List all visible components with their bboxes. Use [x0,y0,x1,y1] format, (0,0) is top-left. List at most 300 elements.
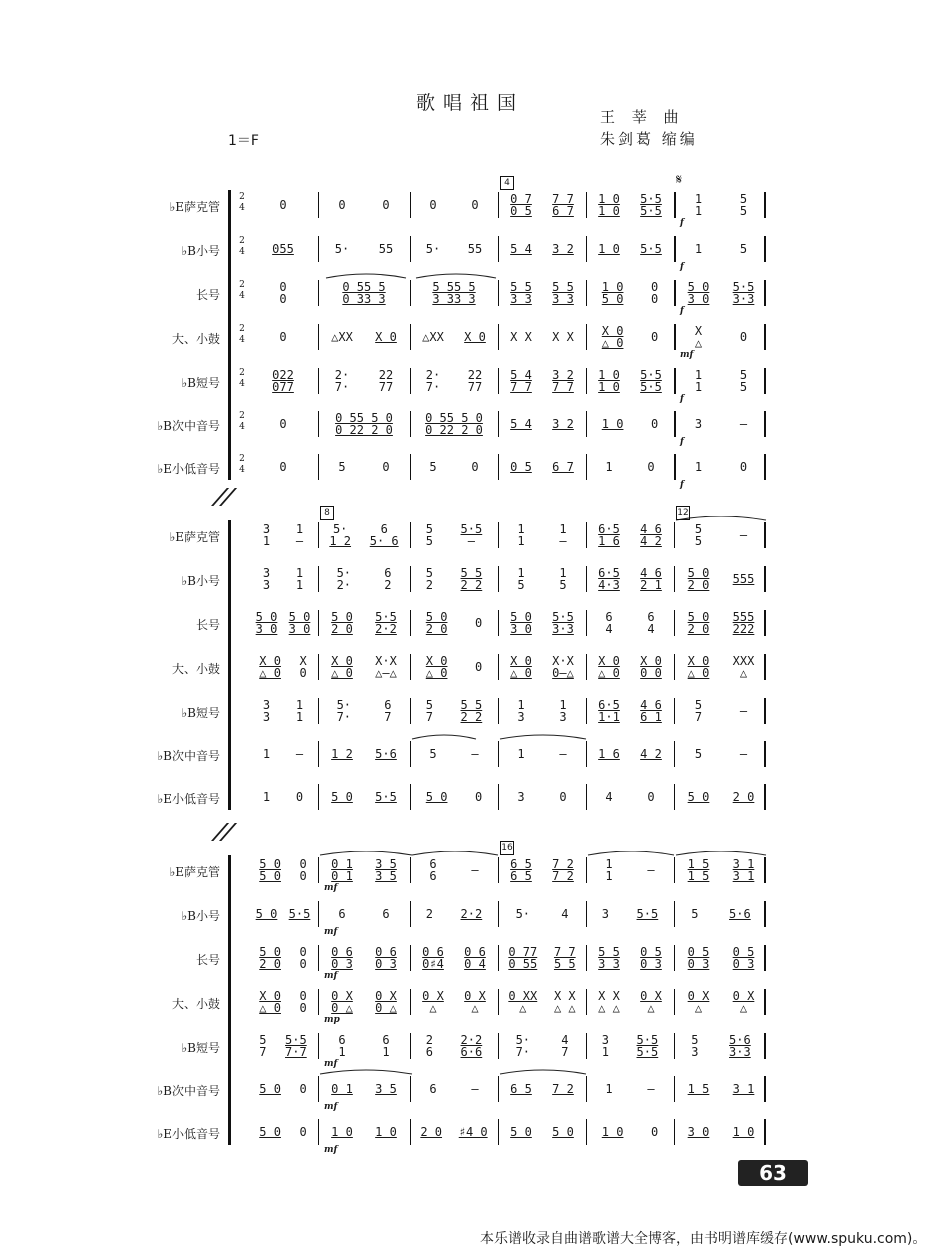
note-group: 0 6 0 3 [331,945,353,971]
note-group: 7 2 7 2 [552,857,574,883]
note-group: 7 2 [552,1082,574,1096]
note-group: 0 55 5 0 33 3 [342,280,386,306]
note-group: 5 0 2 0 [687,610,710,636]
note-group: 5· [425,242,441,256]
note-group: 0 X △ [640,989,662,1015]
dynamic-marking: f [680,480,684,490]
note-group: 1 1 [295,566,304,592]
note-group: – [739,704,748,718]
slur [676,851,766,855]
note-group: X 0 [299,654,307,680]
note-group: 1 [605,460,613,474]
note-group: 0 5 0 3 [732,945,755,971]
note-group: 3 1 [601,1033,609,1059]
note-group: 5 5 [739,368,748,394]
note-group: 6 5· 6 [369,522,399,548]
note-group: 1 1 [694,192,703,218]
note-group: 3 2 7 7 [552,368,574,394]
note-group: 5 5 3 3 [552,280,574,306]
note-group: 3 [694,417,703,431]
segno-sign: 𝄋 [676,172,683,188]
rehearsal-mark: 8 [320,506,334,520]
slur [412,735,476,739]
note-group: 0 [295,790,304,804]
note-group: 0 0 [299,989,307,1015]
slur [588,851,674,855]
note-group: 0 0 [279,280,287,306]
note-group: 5·6 [375,747,397,761]
instrument-label: 长号 [195,953,220,967]
note-group: 0 [647,460,655,474]
note-group: 6 6 [429,857,437,883]
note-group: – [471,1082,479,1096]
instrument-label: ♭B小号 [181,909,220,923]
note-group: – [471,747,479,761]
note-group: 5 0 [259,1082,281,1096]
note-group: 5 [429,460,437,474]
note-group: 0 0 [299,945,307,971]
instrument-label: 大、小鼓 [171,662,220,676]
note-group: 0 [299,1125,307,1139]
note-group: 2 6 [425,1033,433,1059]
slur-marks [236,516,796,818]
note-group: 4 2 [640,747,662,761]
note-group: 0 55 5 0 0 22 2 0 [425,411,483,437]
note-group: 0 [739,330,748,344]
note-group: 6 5 [510,1082,532,1096]
note-group: 1 [517,747,525,761]
note-group: 1 1 [295,698,304,724]
note-group: 0 X △ [732,989,755,1015]
note-group: 4 7 [561,1033,569,1059]
time-signature: 2 4 [239,324,245,345]
note-group: 5 7 [259,1033,267,1059]
time-signature: 2 4 [239,368,245,389]
slur-marks [236,186,796,488]
slur [500,735,586,739]
dynamic-marking: f [680,437,684,447]
note-group: 5·5 3·3 [732,280,755,306]
note-group: 55 [467,242,483,256]
note-group: 555 [732,572,755,586]
note-group: 3 3 [262,698,271,724]
note-group: 5·5 [288,907,311,921]
note-group: 0 [650,1125,659,1139]
note-group: 1 1 [517,522,525,548]
instrument-label: ♭E萨克管 [169,200,220,214]
key-signature: 1＝F [228,133,259,149]
system-break-mark: // [211,819,237,845]
note-group: 6·5 4·3 [598,566,620,592]
note-group: 055 [272,242,294,256]
note-group: 5·5 [375,790,397,804]
note-group: 1 [262,747,271,761]
note-group: 6 1 [338,1033,346,1059]
note-group: 5 0 3 0 [255,610,278,636]
note-group: 5 [691,907,699,921]
rehearsal-mark: 16 [501,843,513,853]
note-group: 1 5 [687,1082,710,1096]
instrument-label: ♭B短号 [181,376,220,390]
note-group: 0 7 0 5 [510,192,532,218]
note-group: ♯4 0 [458,1125,488,1139]
note-group: 5 4 [510,242,532,256]
instrument-label: ♭E萨克管 [169,530,220,544]
note-group: X X △ △ [553,989,576,1015]
note-group: 22 77 [467,368,483,394]
note-group: 1 3 [559,698,567,724]
note-group: 1 0 [601,417,624,431]
note-group: 0 [650,417,659,431]
note-group: 0 6 0♯4 [422,945,444,971]
note-group: 5· 7· [515,1033,531,1059]
slur-marks [236,851,796,1153]
note-group: 5 5 [739,192,748,218]
note-group: X X [510,330,532,344]
note-group: 0 [739,460,748,474]
note-group: 1 1 [694,368,703,394]
note-group: 1 0 [331,1125,353,1139]
note-group: 5· [515,907,531,921]
note-group: 0 [650,330,659,344]
note-group: △XX [422,330,444,344]
composer-credit: 王 莘 曲 [600,108,685,126]
note-group: 5 4 7 7 [510,368,532,394]
note-group: 5· 2· [336,566,352,592]
note-group: 5· [334,242,350,256]
note-group: 5 0 [552,1125,574,1139]
note-group: X 0 △ 0 [510,654,532,680]
note-group: 0 [299,1082,307,1096]
note-group: 0 [559,790,567,804]
instrument-label: ♭B小号 [181,244,220,258]
rehearsal-mark: 12 [677,508,689,518]
note-group: △XX [331,330,353,344]
note-group: 5·6 3·3 [729,1033,751,1059]
note-group: – [739,528,748,542]
note-group: 5·6 [729,907,751,921]
note-group: 6·5 1 6 [598,522,620,548]
note-group: 7 7 5 5 [553,945,576,971]
note-group: 5·5 [636,907,659,921]
note-group: 5·5 – [460,522,483,548]
note-group: 5 5 2 2 [460,566,483,592]
note-group: 4 6 4 2 [640,522,662,548]
note-group: 0 6 0 3 [375,945,397,971]
note-group: 1 0 [732,1125,755,1139]
note-group: 6 2 [384,566,392,592]
note-group: 3 1 [732,1082,755,1096]
dynamic-marking: mf [324,1145,338,1155]
note-group: X 0 △ 0 [601,324,624,350]
note-group: X 0 0 0 [640,654,662,680]
instrument-label: ♭E小低音号 [157,1127,220,1141]
slur [320,851,412,855]
note-group: 5 0 2 0 [259,945,281,971]
instrument-label: 长号 [195,288,220,302]
note-group: 1 6 [598,747,620,761]
time-signature: 2 4 [239,236,245,257]
note-group: 0 55 5 0 0 22 2 0 [335,411,393,437]
note-group: 2 0 [420,1125,443,1139]
note-group: 0 6 0 4 [464,945,486,971]
note-group: 2 [425,907,433,921]
note-group: 5 0 3 0 [687,280,710,306]
note-group: 3 0 [687,1125,710,1139]
note-group: X △ [694,324,703,350]
note-group: 1 5 [559,566,567,592]
note-group: 1 5 [517,566,525,592]
note-group: 5 [739,242,748,256]
note-group: 4 6 6 1 [640,698,662,724]
note-group: 0 [471,198,479,212]
instrument-label: ♭B小号 [181,574,220,588]
system-break-mark: // [211,484,237,510]
instrument-label: 大、小鼓 [171,997,220,1011]
note-group: 5 0 [259,1125,281,1139]
note-group: 0 1 0 1 [331,857,353,883]
note-group: X 0 △ 0 [259,989,281,1015]
note-group: 5 7 [694,698,703,724]
note-group: 5 0 [331,790,353,804]
note-group: 022 077 [272,368,294,394]
instrument-label: ♭E小低音号 [157,792,220,806]
note-group: 5·5 5·5 [640,368,662,394]
page-number: 63 [738,1160,808,1186]
note-group: 5 [429,747,437,761]
note-group: 5 2 [425,566,433,592]
instrument-label: ♭E萨克管 [169,865,220,879]
note-group: 3 1 3 1 [732,857,755,883]
dynamic-marking: f [680,394,684,404]
note-group: 0 0 [299,857,307,883]
note-group: 5 0 [510,1125,532,1139]
note-group: 5·5 2·2 [375,610,397,636]
note-group: 0 [471,460,479,474]
note-group: 4 6 2 1 [640,566,662,592]
note-group: 5·5 3·3 [552,610,574,636]
note-group: 3 2 [552,242,574,256]
note-group: 1 [694,460,703,474]
note-group: – [739,417,748,431]
note-group: X 0 [464,330,486,344]
dynamic-marking: mf [680,350,694,360]
note-group: X·X △–△ [375,654,397,680]
instrument-label: ♭B短号 [181,706,220,720]
dynamic-marking: mf [324,883,338,893]
note-group: 0 [382,198,390,212]
note-group: 5 3 [691,1033,699,1059]
note-group: 4 [561,907,569,921]
note-group: 3 [517,790,525,804]
time-signature: 2 4 [239,280,245,301]
note-group: X 0 △ 0 [425,654,448,680]
instrument-label: ♭E小低音号 [157,462,220,476]
note-group: 1 0 1 0 [598,192,620,218]
note-group: 0 [474,616,483,630]
time-signature: 2 4 [239,192,245,213]
note-group: 0 X △ [422,989,444,1015]
note-group: 0 5 [510,460,532,474]
note-group: 0 X 0 △ [331,989,353,1015]
note-group: 1 – [559,522,567,548]
note-group: 0 [279,330,287,344]
note-group: 5 55 5 3 33 3 [432,280,476,306]
note-group: 1 [694,242,703,256]
note-group: 5 0 [425,790,448,804]
note-group: – [559,747,567,761]
note-group: 0 5 0 3 [640,945,662,971]
time-signature: 2 4 [239,454,245,475]
note-group: 3 5 3 5 [375,857,397,883]
note-group: 1 [262,790,271,804]
note-group: 5 0 5 0 [259,857,281,883]
note-group: 0 [474,660,483,674]
note-group: – [739,747,748,761]
note-group: 1 – [295,522,304,548]
note-group: – [647,863,655,877]
instrument-label: ♭B次中音号 [157,749,220,763]
note-group: 6 7 [552,460,574,474]
note-group: 5 0 [255,907,278,921]
note-group: 1 0 [601,1125,624,1139]
note-group: 5 5 [694,522,703,548]
note-group: 5 0 3 0 [288,610,311,636]
dynamic-marking: mf [324,1102,338,1112]
dynamic-marking: mp [324,1015,340,1025]
note-group: 6·5 1·1 [598,698,620,724]
note-group: 0 [279,460,287,474]
note-group: X X [552,330,574,344]
note-group: 0 [474,790,483,804]
note-group: X 0 △ 0 [687,654,710,680]
slur [326,274,406,278]
note-group: 3 1 [262,522,271,548]
note-group: 1 0 5 0 [601,280,624,306]
note-group: 1 0 [598,242,620,256]
note-group: 3 [601,907,609,921]
note-group: XXX △ [732,654,755,680]
note-group: X X △ △ [598,989,620,1015]
note-group: 0 [279,198,287,212]
note-group: 1 1 [605,857,613,883]
note-group: 6 7 [384,698,392,724]
instrument-label: ♭B次中音号 [157,419,220,433]
note-group: 5 [338,460,346,474]
slur [412,851,498,855]
note-group: 0 [647,790,655,804]
note-group: 1 0 [375,1125,397,1139]
instrument-label: ♭B次中音号 [157,1084,220,1098]
note-group: 0 [338,198,346,212]
score-title: 歌唱祖国 [415,92,524,114]
note-group: 5·5 [640,242,662,256]
dynamic-marking: mf [324,1059,338,1069]
note-group: 22 77 [378,368,394,394]
instrument-label: 大、小鼓 [171,332,220,346]
note-group: 6 [382,907,390,921]
note-group: 5 5 3 3 [510,280,532,306]
dynamic-marking: mf [324,971,338,981]
note-group: 1 5 1 5 [687,857,710,883]
note-group: 5· 1 2 [329,522,352,548]
note-group: 5·5 5·5 [636,1033,659,1059]
note-group: 5·5 5·5 [640,192,662,218]
note-group: 5 0 2 0 [331,610,353,636]
note-group: 0 X △ [687,989,710,1015]
note-group: 0 1 [331,1082,353,1096]
note-group: 2 0 [732,790,755,804]
note-group: 5 0 3 0 [510,610,532,636]
note-group: 55 [378,242,394,256]
note-group: X 0 △ 0 [259,654,281,680]
instrument-label: 长号 [195,618,220,632]
note-group: X 0 [375,330,397,344]
slur [416,274,496,278]
note-group: 3 3 [262,566,271,592]
note-group: 6 4 [605,610,613,636]
note-group: X 0 △ 0 [331,654,353,680]
note-group: 5 5 3 3 [598,945,620,971]
system-bracket [228,190,231,480]
note-group: 2·2 6·6 [460,1033,483,1059]
system-bracket [228,520,231,810]
note-group: 5 0 2 0 [425,610,448,636]
footer-credit: 本乐谱收录自曲谱歌谱大全博客，由书明谱库缓存(www.spuku.com)。 [480,1231,927,1247]
instrument-label: ♭B短号 [181,1041,220,1055]
note-group: 3 2 [552,417,574,431]
note-group: 0 X 0 △ [375,989,397,1015]
note-group: 5·5 7·7 [285,1033,307,1059]
note-group: X·X 0–△ [552,654,574,680]
dynamic-marking: f [680,218,684,228]
note-group: 6 1 [382,1033,390,1059]
arranger-credit: 朱剑葛 缩编 [600,130,698,148]
dynamic-marking: f [680,306,684,316]
time-signature: 2 4 [239,411,245,432]
note-group: 5 4 [510,417,532,431]
dynamic-marking: mf [324,927,338,937]
note-group: 1 3 [517,698,525,724]
note-group: 5· 7· [336,698,352,724]
slur [500,1070,586,1074]
note-group: – [471,863,479,877]
note-group: 5 0 [687,790,710,804]
note-group: 0 [382,460,390,474]
note-group: 2·2 [460,907,483,921]
note-group: 1 [605,1082,613,1096]
rehearsal-mark: 4 [500,176,514,190]
note-group: 0 5 0 3 [687,945,710,971]
note-group: 5 0 2 0 [687,566,710,592]
note-group: 5 5 2 2 [460,698,483,724]
note-group: 2· 7· [425,368,441,394]
note-group: 6 [429,1082,437,1096]
note-group: – [295,747,304,761]
note-group: 7 7 6 7 [552,192,574,218]
note-group: 0 XX △ [508,989,538,1015]
slur [320,1070,412,1074]
note-group: 6 [338,907,346,921]
note-group: 5 5 [425,522,433,548]
note-group: 3 5 [375,1082,397,1096]
note-group: 1 0 1 0 [598,368,620,394]
note-group: 5 [694,747,703,761]
note-group: 0 0 [650,280,659,306]
note-group: 0 [429,198,437,212]
dynamic-marking: f [680,262,684,272]
note-group: 5 7 [425,698,433,724]
